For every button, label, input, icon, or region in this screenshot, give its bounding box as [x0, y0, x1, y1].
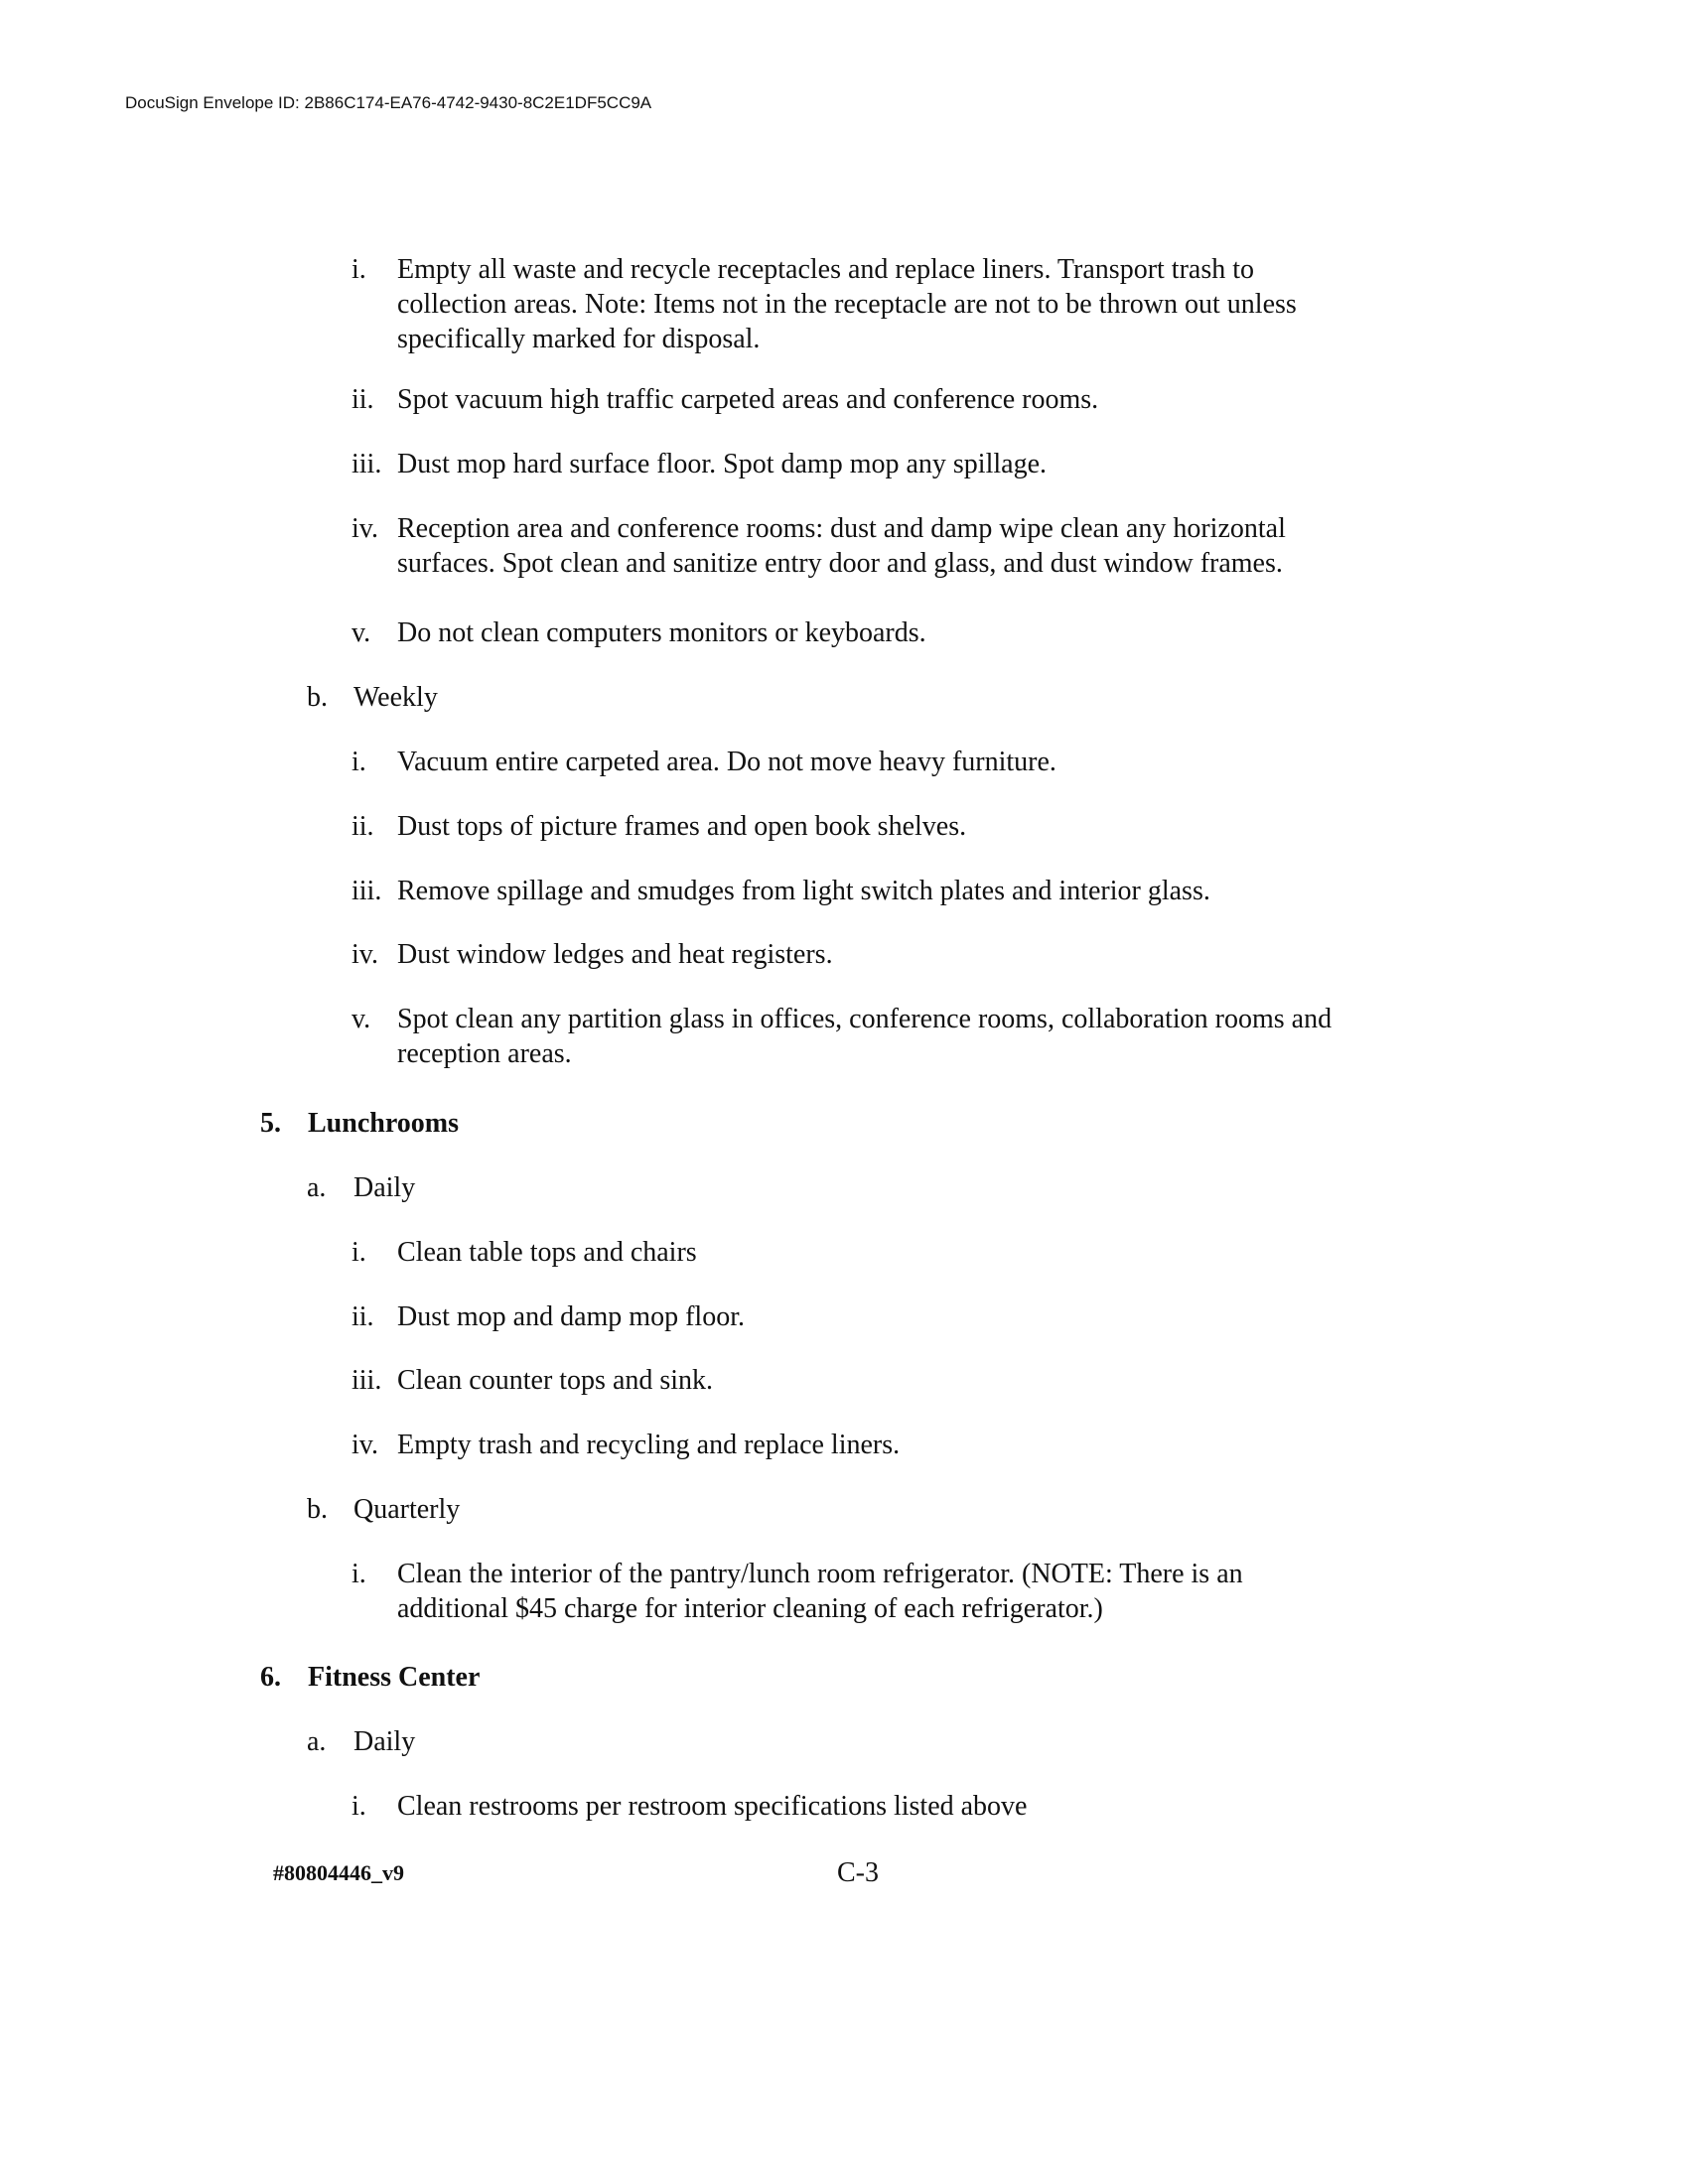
list-item-text: Vacuum entire carpeted area. Do not move heavy furniture. — [397, 747, 1056, 777]
subsection-heading: Daily — [353, 1172, 416, 1203]
list-item-text: surfaces. Spot clean and sanitize entry door and glass, and dust window frames. — [397, 548, 1283, 579]
page-number: C-3 — [837, 1857, 879, 1888]
section-number: 5. — [260, 1108, 281, 1139]
item-number: v. — [352, 617, 371, 648]
subsection-heading: Weekly — [353, 682, 438, 713]
sub-number: b. — [307, 682, 328, 713]
list-item-text: Empty trash and recycling and replace liners. — [397, 1430, 901, 1460]
list-item-text: additional $45 charge for interior cleaning of each refrigerator.) — [397, 1593, 1103, 1624]
section-heading: Fitness Center — [308, 1662, 481, 1693]
list-item-text: Remove spillage and smudges from light switch plates and interior glass. — [397, 876, 1210, 906]
section-heading: Lunchrooms — [308, 1108, 459, 1139]
list-item-text: reception areas. — [397, 1038, 572, 1069]
list-item-text: Dust mop and damp mop floor. — [397, 1301, 745, 1332]
list-item-text: Clean table tops and chairs — [397, 1237, 697, 1268]
list-item-text: Dust mop hard surface floor. Spot damp mop any spillage. — [397, 449, 1047, 479]
list-item-text: Spot vacuum high traffic carpeted areas and conference rooms. — [397, 384, 1099, 415]
item-number: iii. — [352, 449, 382, 479]
list-item-text: specifically marked for disposal. — [397, 324, 761, 354]
item-number: v. — [352, 1004, 371, 1034]
list-item-text: Reception area and conference rooms: dust and damp wipe clean any horizontal — [397, 513, 1286, 544]
item-number: i. — [352, 254, 366, 285]
item-number: i. — [352, 1791, 366, 1822]
item-number: i. — [352, 1559, 366, 1589]
list-item-text: Clean counter tops and sink. — [397, 1365, 714, 1396]
item-number: iii. — [352, 876, 382, 906]
envelope-id: DocuSign Envelope ID: 2B86C174-EA76-4742-9430-8C2E1DF5CC9A — [125, 93, 652, 112]
list-item-text: Clean restrooms per restroom specifications listed above — [397, 1791, 1028, 1822]
list-item-text: collection areas. Note: Items not in the receptacle are not to be thrown out unless — [397, 289, 1297, 320]
document-id: #80804446_v9 — [273, 1860, 404, 1885]
list-item-text: Clean the interior of the pantry/lunch room refrigerator. (NOTE: There is an — [397, 1559, 1243, 1589]
item-number: iv. — [352, 513, 378, 544]
item-number: i. — [352, 1237, 366, 1268]
item-number: ii. — [352, 1301, 374, 1332]
sub-number: a. — [307, 1726, 327, 1757]
subsection-heading: Daily — [353, 1726, 416, 1757]
item-number: iii. — [352, 1365, 382, 1396]
item-number: iv. — [352, 1430, 378, 1460]
section-number: 6. — [260, 1662, 281, 1693]
item-number: ii. — [352, 384, 374, 415]
list-item-text: Do not clean computers monitors or keyboards. — [397, 617, 926, 648]
item-number: ii. — [352, 811, 374, 842]
sub-number: a. — [307, 1172, 327, 1203]
subsection-heading: Quarterly — [353, 1494, 461, 1525]
sub-number: b. — [307, 1494, 328, 1525]
list-item-text: Dust window ledges and heat registers. — [397, 939, 833, 970]
list-item-text: Empty all waste and recycle receptacles and replace liners. Transport trash to — [397, 254, 1255, 285]
list-item-text: Dust tops of picture frames and open book shelves. — [397, 811, 967, 842]
item-number: iv. — [352, 939, 378, 970]
list-item-text: Spot clean any partition glass in offices, conference rooms, collaboration rooms and — [397, 1004, 1333, 1034]
item-number: i. — [352, 747, 366, 777]
